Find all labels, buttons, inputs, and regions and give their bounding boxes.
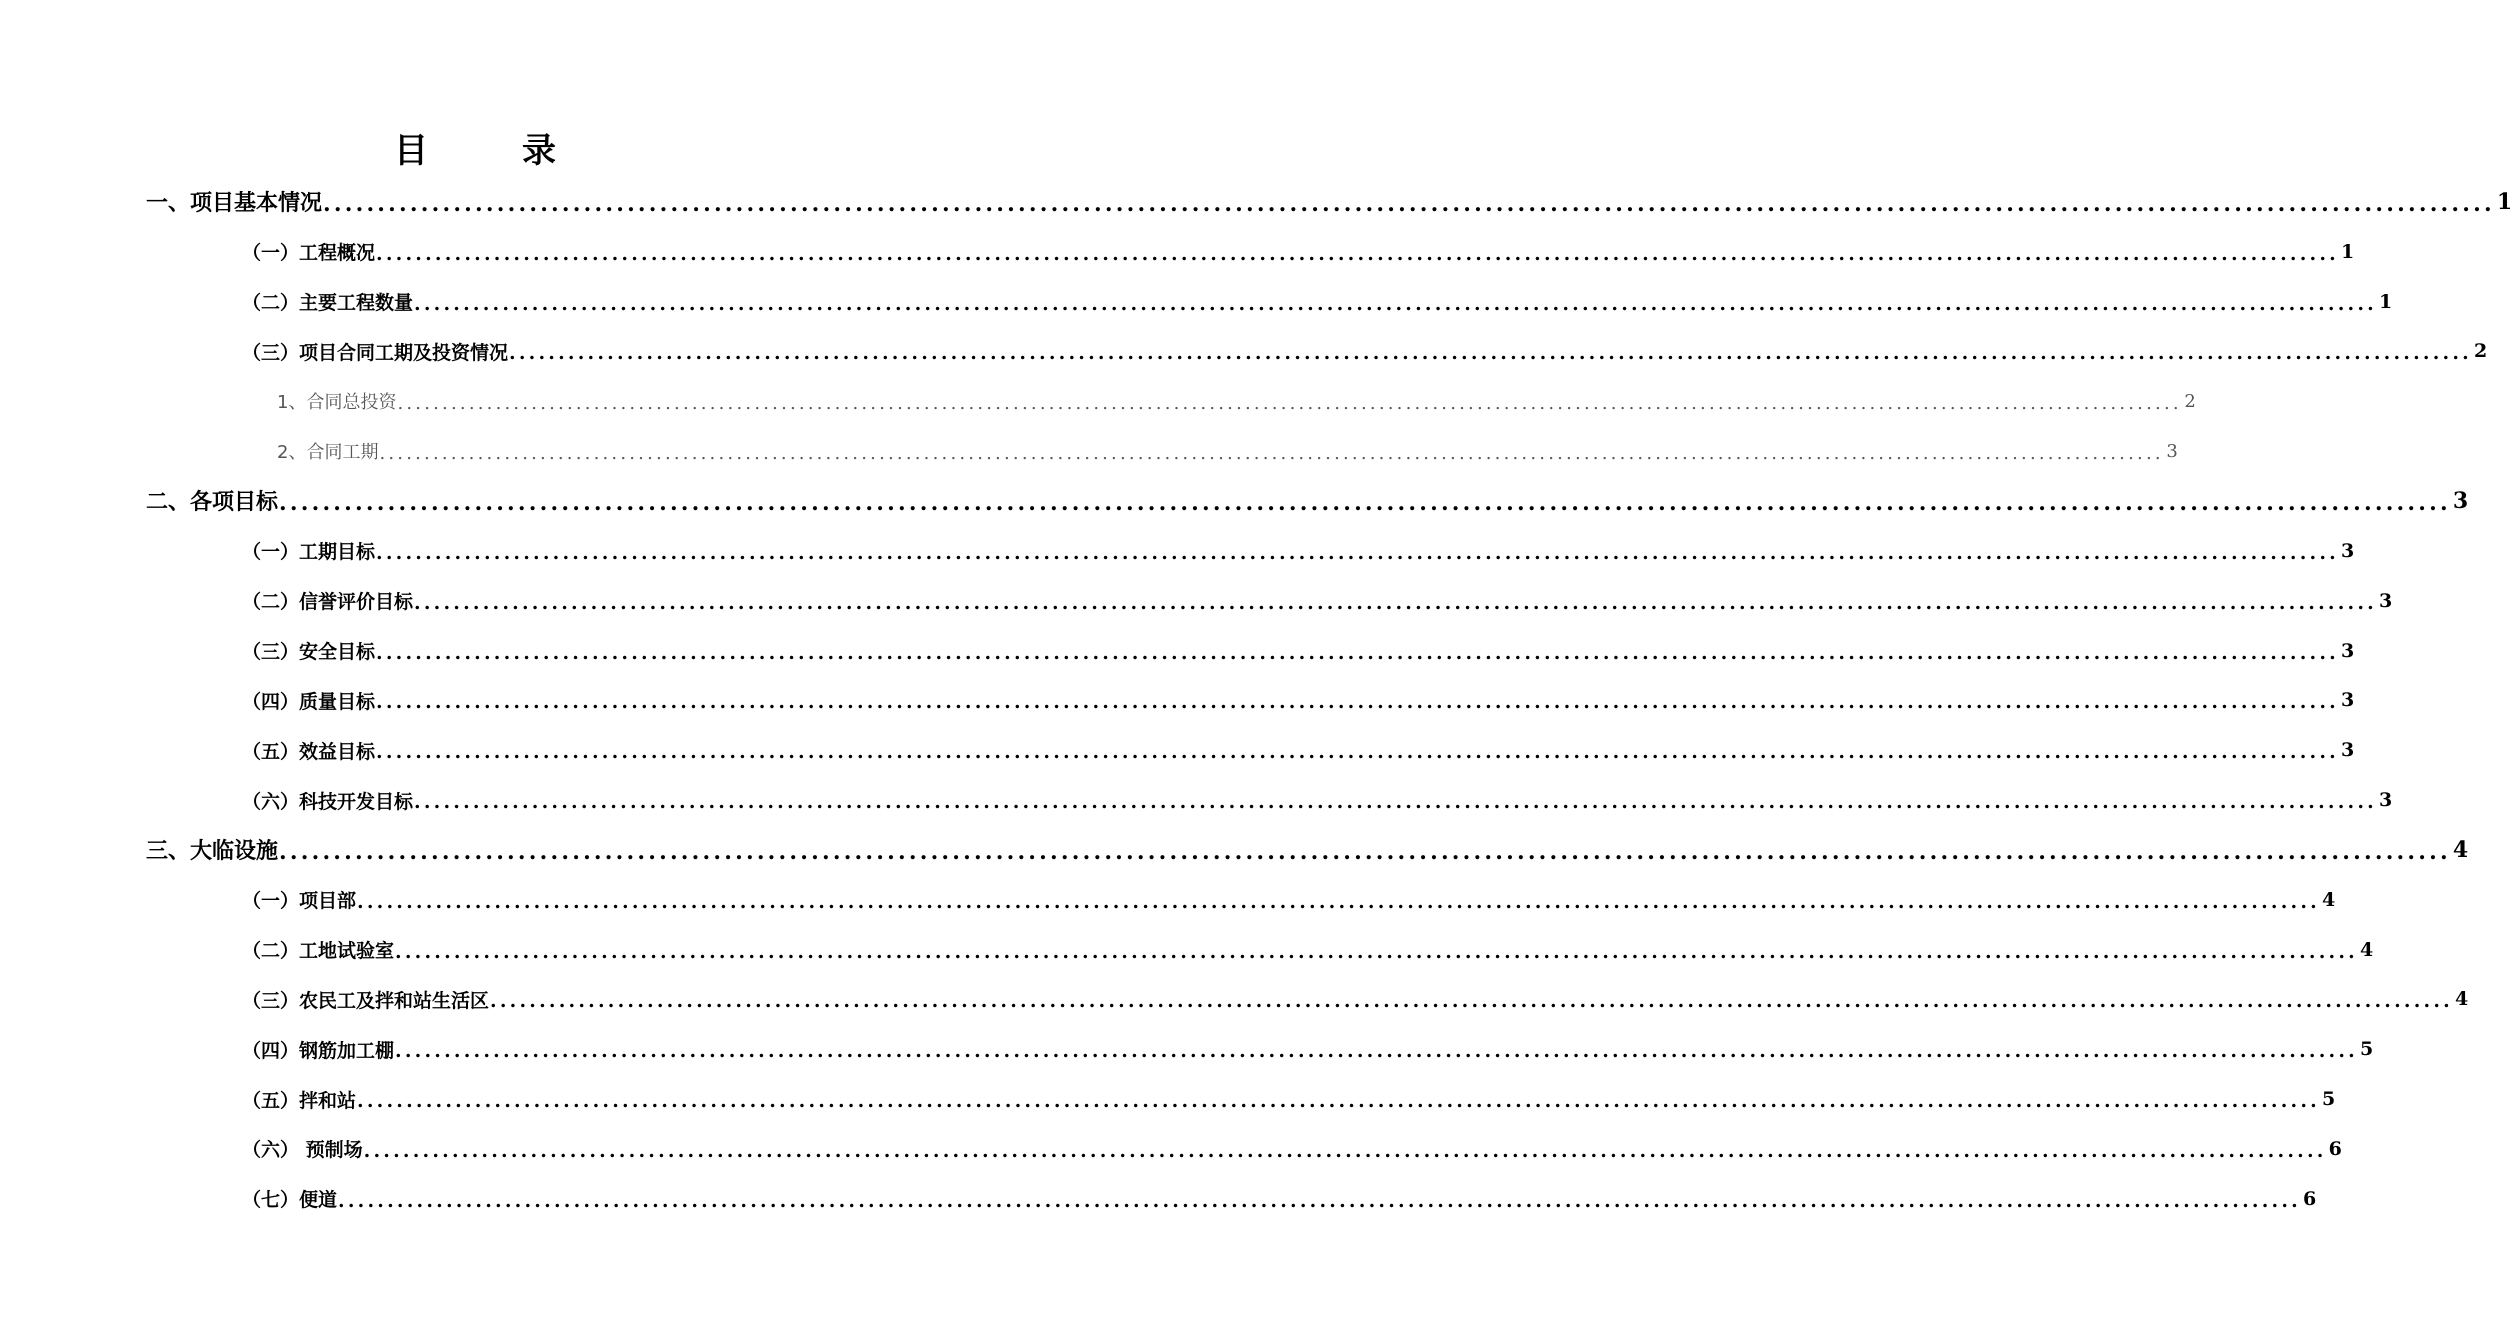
toc-entry[interactable] [0,576,2393,626]
toc-dot-leader: ........................................................................................................................................................................................................ [357,1090,2320,1113]
toc-entry-title: （六）科技开发目标 [242,790,414,813]
toc-page-number: 3 [2166,440,2178,462]
toc-entry-title: （四）钢筋加工棚 [242,1039,395,1062]
toc-entry[interactable] [0,526,2355,576]
toc-dot-leader: ........................................................................................................................................................................................................ [397,392,2182,414]
toc-entry-title: 三、大临设施 [146,839,279,865]
toc-list [0,177,2512,1224]
toc-entry[interactable] [0,426,2178,476]
toc-entry[interactable] [0,1124,2342,1174]
toc-entry-title: （一）工程概况 [242,242,376,265]
toc-entry[interactable] [0,227,2355,277]
toc-dot-leader: ........................................................................................................................................................................................................ [363,1139,2327,1162]
toc-dot-leader: ........................................................................................................................................................................................................ [509,342,2472,365]
toc-entry[interactable] [0,675,2355,725]
toc-entry-title: （一）项目部 [242,890,357,913]
toc-page-number: 1 [2496,188,2512,215]
toc-entry-title: （三）农民工及拌和站生活区 [242,989,490,1012]
toc-dot-leader: ........................................................................................................................................................................................................ [376,541,2339,564]
toc-dot-leader: ........................................................................................................................................................................................................ [338,1189,2301,1212]
toc-dot-leader: ........................................................................................................................................................................................................ [357,890,2320,913]
toc-entry-title: （二）主要工程数量 [242,292,414,315]
toc-entry[interactable] [0,376,2196,426]
toc-page-number: 6 [2302,1187,2317,1210]
toc-entry-title: （三）安全目标 [242,641,376,664]
toc-dot-leader: ........................................................................................................................................................................................................ [414,292,2377,315]
toc-entry[interactable] [0,775,2393,825]
toc-entry[interactable] [0,277,2393,327]
toc-entry-title: 1、合同总投资 [277,392,397,414]
toc-entry[interactable] [0,1024,2374,1074]
toc-page-number: 5 [2321,1088,2336,1111]
toc-entry-title: （六） 预制场 [242,1139,363,1162]
toc-page-number: 4 [2452,836,2469,863]
toc-entry-title: （五）效益目标 [242,740,376,763]
toc-dot-leader: ........................................................................................................................................................................................................ [395,940,2358,963]
toc-page-number: 3 [2340,539,2355,562]
toc-page-number: 5 [2359,1038,2374,1061]
toc-page-number: 3 [2378,589,2393,612]
toc-entry-title: 2、合同工期 [277,442,379,464]
toc-page-number: 3 [2452,487,2469,514]
toc-dot-leader: ........................................................................................................................................................................................................ [395,1040,2358,1063]
toc-dot-leader: ........................................................................................................................................................................................................ [376,242,2339,265]
toc-entry[interactable] [0,875,2336,925]
toc-dot-leader: ........................................................................................................................................................................................................ [279,838,2451,865]
toc-page-number: 3 [2340,639,2355,662]
toc-entry[interactable] [0,1174,2317,1224]
toc-entry[interactable] [0,327,2488,377]
toc-title: 目 录 [394,131,586,171]
toc-entry[interactable] [0,1074,2336,1124]
toc-page-number: 4 [2454,988,2469,1011]
toc-dot-leader: ........................................................................................................................................................................................................ [379,442,2164,464]
toc-entry[interactable] [0,476,2469,526]
toc-page-number: 1 [2378,290,2393,313]
toc-dot-leader: ........................................................................................................................................................................................................ [376,691,2339,714]
toc-entry-title: 二、各项目标 [146,490,279,516]
toc-entry-title: （三）项目合同工期及投资情况 [242,341,509,364]
toc-entry[interactable] [0,975,2469,1025]
toc-page-number: 4 [2359,938,2374,961]
toc-entry-title: （四）质量目标 [242,690,376,713]
toc-page-number: 3 [2378,789,2393,812]
toc-page-number: 2 [2184,390,2196,412]
toc-dot-leader: ........................................................................................................................................................................................................ [279,489,2451,516]
toc-entry-title: 一、项目基本情况 [146,191,323,217]
toc-dot-leader: ........................................................................................................................................................................................................ [414,591,2377,614]
toc-page-number: 6 [2328,1137,2342,1160]
toc-entry[interactable] [0,626,2355,676]
toc-entry[interactable] [0,925,2374,975]
toc-entry[interactable] [0,177,2512,227]
toc-entry-title: （一）工期目标 [242,541,376,564]
toc-dot-leader: ........................................................................................................................................................................................................ [414,791,2377,814]
toc-entry-title: （二）信誉评价目标 [242,591,414,614]
toc-page-number: 2 [2473,340,2488,363]
toc-entry-title: （二）工地试验室 [242,940,395,963]
toc-page-number: 3 [2340,739,2355,762]
toc-page-number: 1 [2340,240,2355,263]
toc-entry-title: （五）拌和站 [242,1089,357,1112]
toc-page-number: 4 [2321,888,2336,911]
toc-entry[interactable] [0,725,2355,775]
toc-dot-leader: ........................................................................................................................................................................................................ [376,641,2339,664]
toc-entry[interactable] [0,825,2469,875]
toc-dot-leader: ........................................................................................................................................................................................................ [490,990,2453,1013]
toc-dot-leader: ........................................................................................................................................................................................................ [376,741,2339,764]
toc-entry-title: （七）便道 [242,1189,338,1212]
toc-page-number: 3 [2340,689,2355,712]
toc-dot-leader: ........................................................................................................................................................................................................ [323,190,2495,217]
